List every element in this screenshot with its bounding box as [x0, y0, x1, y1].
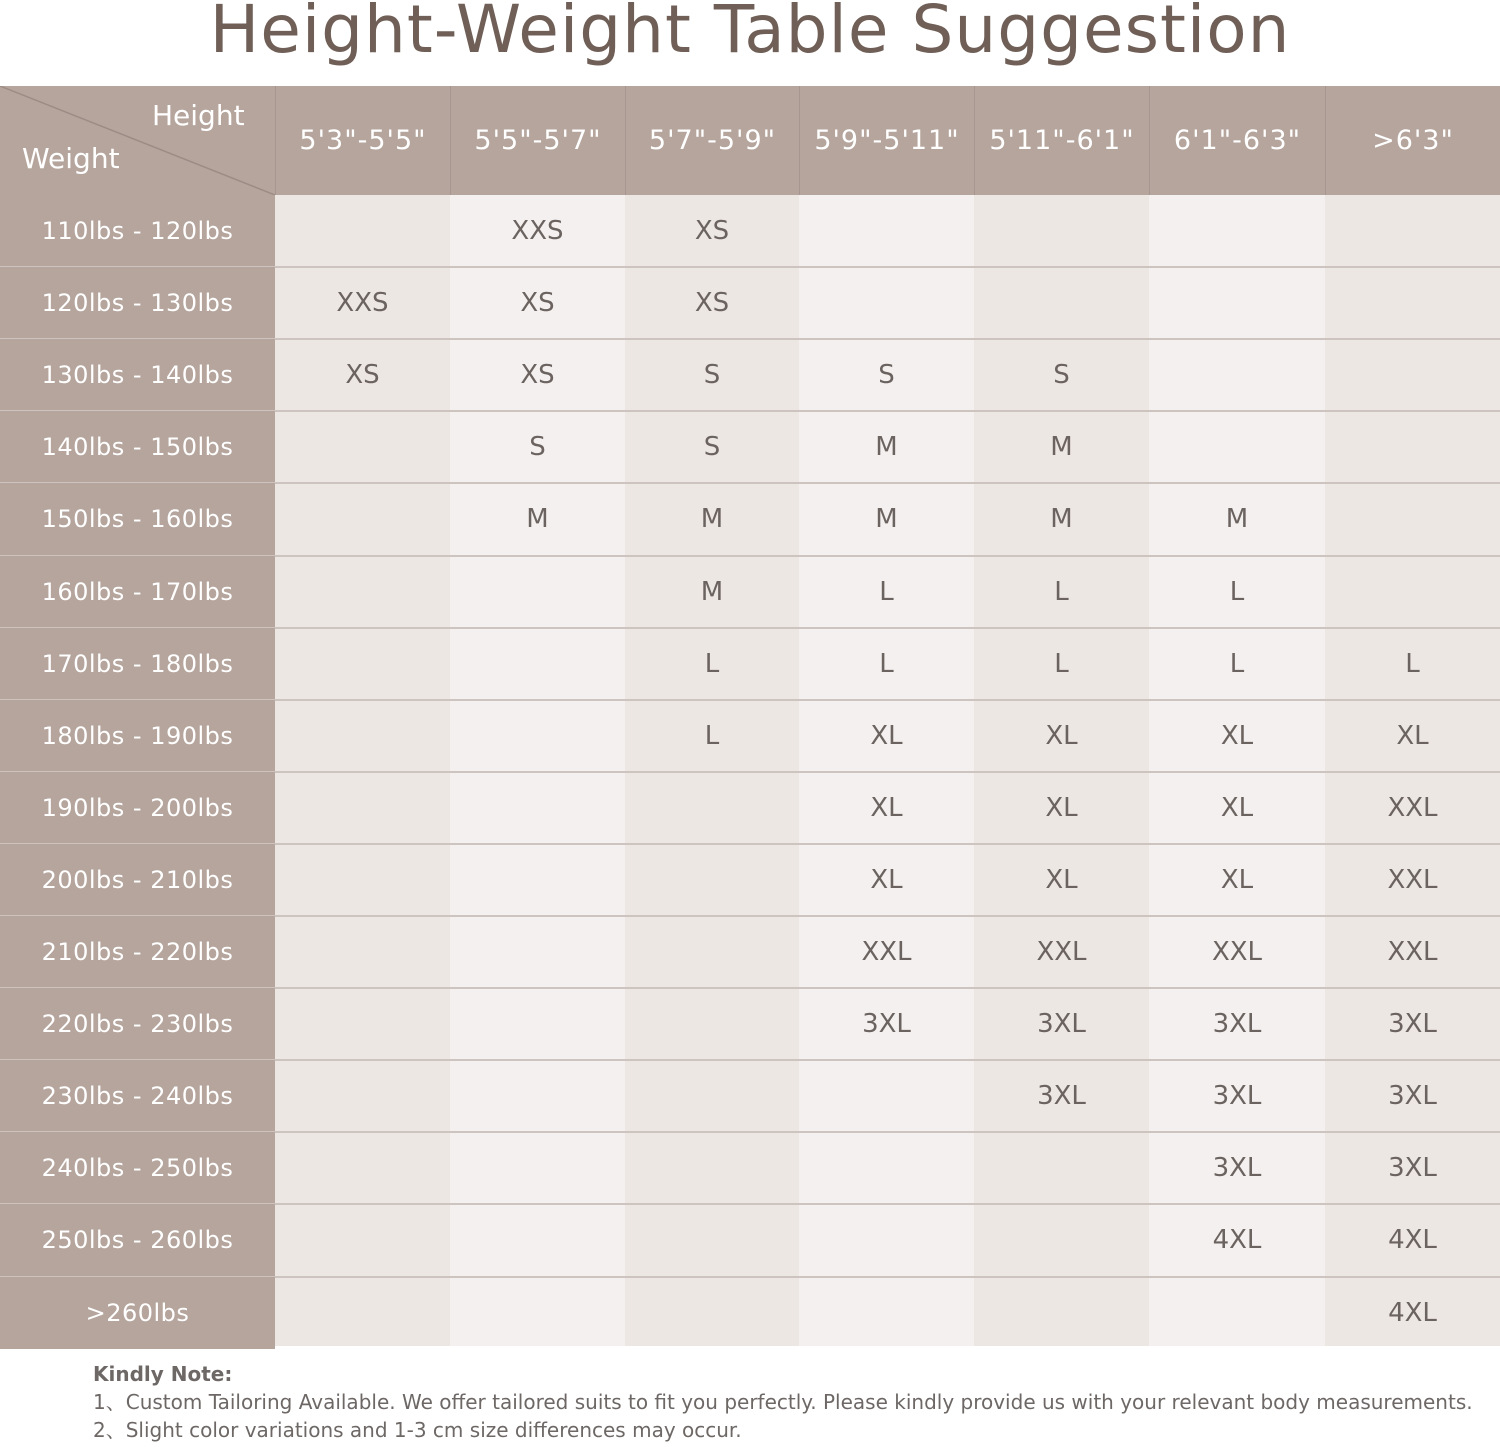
size-cell: 3XL [1212, 1009, 1262, 1040]
weight-row-header: 120lbs - 130lbs [0, 267, 275, 339]
size-cell: 3XL [1212, 1153, 1262, 1184]
weight-row-header: 210lbs - 220lbs [0, 916, 275, 988]
height-column-header: 5'3"-5'5" [275, 86, 450, 195]
size-cell [625, 1132, 799, 1204]
size-cell: XXL [861, 937, 912, 967]
size-cell: M [700, 504, 724, 535]
size-cell [450, 916, 625, 988]
size-cell: XS [694, 216, 730, 246]
size-cell: M [1225, 504, 1249, 535]
size-cell [275, 916, 450, 988]
size-cell [1149, 411, 1325, 483]
size-cell [974, 1277, 1149, 1349]
size-cell [799, 1204, 974, 1276]
size-cell: M [526, 504, 549, 535]
weight-row-header: 220lbs - 230lbs [0, 988, 275, 1060]
size-cell: XS [694, 288, 730, 319]
note-item: 2、Slight color variations and 1-3 cm size differences may occur. [93, 1418, 742, 1442]
size-cell: XXL [1387, 792, 1438, 823]
size-cell [799, 195, 974, 267]
size-cell: XXL [1387, 937, 1438, 967]
size-cell: 3XL [1037, 1009, 1086, 1040]
size-cell [625, 916, 799, 988]
weight-row-header: 160lbs - 170lbs [0, 556, 275, 628]
size-cell [275, 1204, 450, 1276]
height-column-header: 5'7"-5'9" [625, 86, 799, 195]
corner-weight-label: Weight [22, 142, 120, 175]
size-cell: M [875, 504, 898, 535]
size-cell [275, 411, 450, 483]
size-cell: XL [1045, 792, 1078, 823]
size-cell: L [704, 648, 720, 679]
corner-height-label: Height [152, 99, 245, 132]
size-cell [275, 556, 450, 628]
size-cell: M [1050, 432, 1073, 463]
size-cell [1325, 195, 1500, 267]
size-cell [275, 195, 450, 267]
size-cell: XL [870, 864, 903, 895]
size-cell [974, 267, 1149, 339]
size-cell: 4XL [1212, 1225, 1262, 1256]
weight-row-header: >260lbs [0, 1277, 275, 1349]
size-cell [1149, 339, 1325, 411]
size-cell [450, 556, 625, 628]
size-cell [1325, 483, 1500, 555]
size-cell: XXS [511, 216, 564, 246]
size-cell [1149, 267, 1325, 339]
size-cell [275, 1277, 450, 1349]
size-cell [1149, 1277, 1325, 1349]
size-cell [450, 700, 625, 772]
note-item: 1、Custom Tailoring Available. We offer tailored suits to fit you perfectly. Please kindly provide us with your relevant body measurements. [93, 1390, 1473, 1414]
size-cell [799, 1060, 974, 1132]
size-cell: XS [345, 360, 380, 391]
size-cell: 3XL [1388, 1081, 1437, 1112]
size-cell: XL [1220, 720, 1254, 751]
size-cell: S [878, 360, 895, 391]
height-column-header: 5'5"-5'7" [450, 86, 625, 195]
size-cell: XS [520, 288, 555, 319]
size-cell: 3XL [862, 1009, 911, 1040]
size-cell: XXL [1387, 864, 1438, 895]
size-cell [450, 988, 625, 1060]
size-cell [275, 988, 450, 1060]
size-cell [1325, 411, 1500, 483]
size-cell: S [703, 432, 721, 463]
size-cell: M [700, 576, 724, 607]
weight-row-header: 180lbs - 190lbs [0, 700, 275, 772]
size-cell [799, 1132, 974, 1204]
height-column-header: 5'9"-5'11" [799, 86, 974, 195]
weight-row-header: 240lbs - 250lbs [0, 1132, 275, 1204]
size-cell [1149, 195, 1325, 267]
size-cell [450, 1060, 625, 1132]
size-cell: 4XL [1388, 1225, 1437, 1256]
table-corner-header [0, 86, 275, 195]
size-cell: L [1054, 576, 1069, 607]
size-cell: XXS [336, 288, 389, 319]
size-cell [799, 1277, 974, 1349]
size-cell [275, 1060, 450, 1132]
size-cell [974, 1204, 1149, 1276]
size-cell: XL [870, 792, 903, 823]
size-cell: L [704, 720, 720, 751]
size-cell [450, 1132, 625, 1204]
size-cell: S [529, 432, 546, 463]
size-cell: 3XL [1388, 1153, 1437, 1184]
size-cell [1325, 556, 1500, 628]
page-title: Height-Weight Table Suggestion [209, 0, 1291, 68]
size-cell: 4XL [1388, 1297, 1437, 1328]
size-cell [625, 772, 799, 844]
size-cell: M [1050, 504, 1073, 535]
size-cell: L [1405, 648, 1420, 679]
size-cell [275, 844, 450, 916]
size-cell: XXL [1036, 937, 1087, 967]
size-cell: XXL [1211, 937, 1263, 967]
kindly-note [93, 1360, 1483, 1444]
note-title: Kindly Note: [93, 1362, 233, 1386]
size-cell: 3XL [1212, 1081, 1262, 1112]
size-cell [450, 1204, 625, 1276]
weight-row-header: 130lbs - 140lbs [0, 339, 275, 411]
size-cell: XL [1396, 720, 1429, 751]
weight-row-header: 170lbs - 180lbs [0, 628, 275, 700]
size-cell: XL [1220, 792, 1254, 823]
weight-row-header: 250lbs - 260lbs [0, 1204, 275, 1276]
size-cell: L [879, 576, 894, 607]
size-table [0, 86, 1500, 1346]
size-cell: L [879, 648, 894, 679]
size-cell [625, 844, 799, 916]
size-cell: L [1229, 648, 1245, 679]
weight-row-header: 110lbs - 120lbs [0, 195, 275, 267]
size-cell [625, 1277, 799, 1349]
height-column-header: >6'3" [1325, 86, 1500, 195]
size-cell [275, 700, 450, 772]
size-cell [450, 844, 625, 916]
size-cell: 3XL [1388, 1009, 1437, 1040]
size-cell [275, 483, 450, 555]
size-cell [974, 1132, 1149, 1204]
size-cell: XL [1220, 864, 1254, 895]
size-cell [450, 1277, 625, 1349]
height-column-header: 6'1"-6'3" [1149, 86, 1325, 195]
size-cell [450, 772, 625, 844]
size-cell [275, 1132, 450, 1204]
size-cell: L [1054, 648, 1069, 679]
size-cell: XL [870, 720, 903, 751]
weight-row-header: 150lbs - 160lbs [0, 483, 275, 555]
size-cell [974, 195, 1149, 267]
weight-row-header: 140lbs - 150lbs [0, 411, 275, 483]
size-cell: S [1053, 360, 1070, 391]
size-cell: XS [520, 360, 555, 391]
size-cell [625, 1060, 799, 1132]
size-cell: XL [1045, 864, 1078, 895]
size-cell: M [875, 432, 898, 463]
size-cell: L [1229, 576, 1245, 607]
weight-row-header: 230lbs - 240lbs [0, 1060, 275, 1132]
size-cell: S [703, 360, 721, 391]
size-cell [625, 988, 799, 1060]
size-cell [1325, 339, 1500, 411]
size-cell [450, 628, 625, 700]
weight-row-header: 200lbs - 210lbs [0, 844, 275, 916]
size-cell [625, 1204, 799, 1276]
size-cell [275, 772, 450, 844]
size-cell [799, 267, 974, 339]
size-cell [275, 628, 450, 700]
size-cell: 3XL [1037, 1081, 1086, 1112]
size-cell: XL [1045, 720, 1078, 751]
height-column-header: 5'11"-6'1" [974, 86, 1149, 195]
weight-row-header: 190lbs - 200lbs [0, 772, 275, 844]
size-cell [1325, 267, 1500, 339]
